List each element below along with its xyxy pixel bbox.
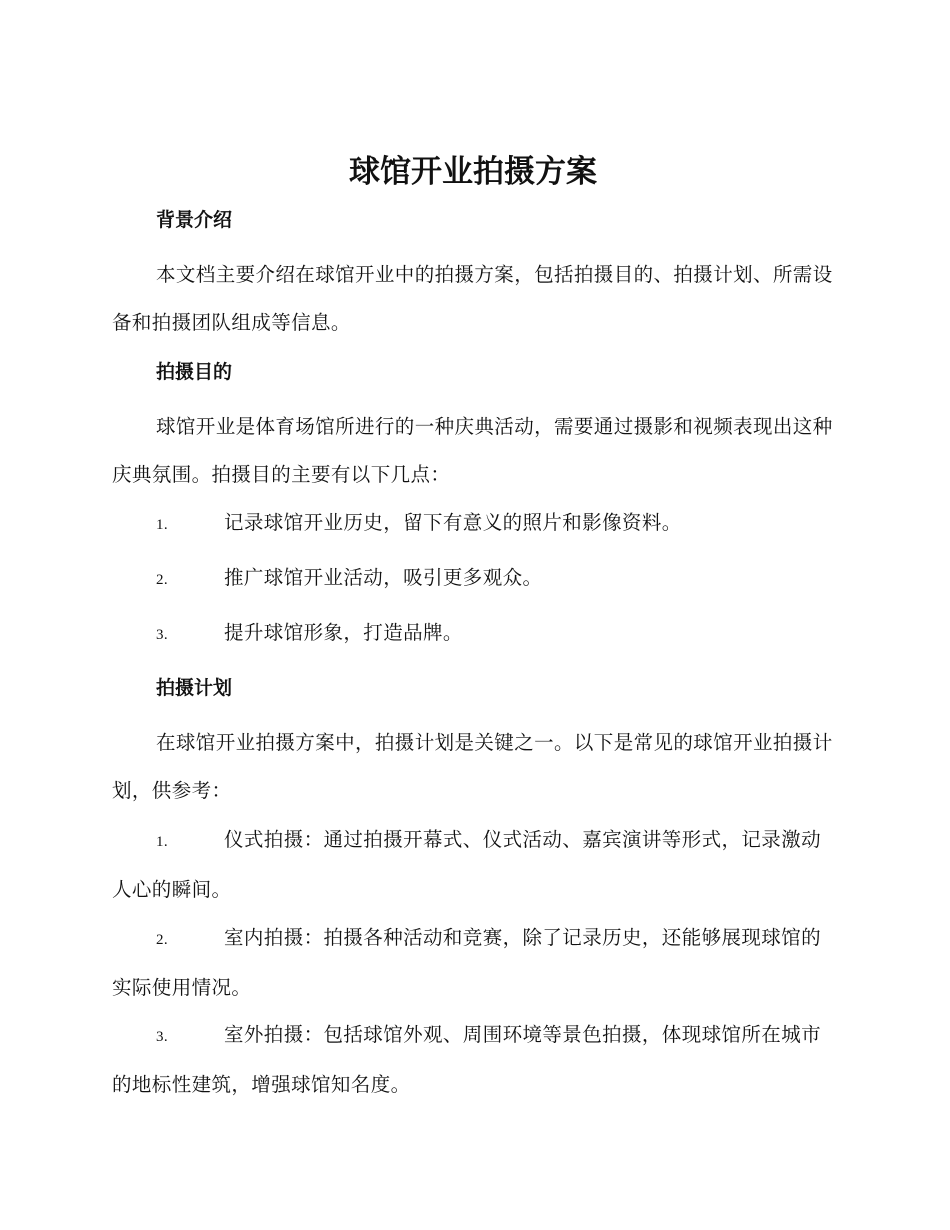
list-item-number: 2.	[156, 932, 169, 948]
list-item-text: 提升球馆形象，打造品牌。	[224, 621, 463, 644]
list-item-text: 仪式拍摄：通过拍摄开幕式、仪式活动、嘉宾演讲等形式，记录激动人心的瞬间。	[112, 828, 822, 901]
list-item	[112, 499, 834, 549]
list-item-number: 1.	[156, 834, 169, 850]
list-item-number: 3.	[156, 1029, 169, 1045]
section-heading-background: 背景介绍	[156, 209, 233, 231]
list-item-number: 2.	[156, 572, 169, 588]
section-paragraph-background: 本文档主要介绍在球馆开业中的拍摄方案，包括拍摄目的、拍摄计划、所需设备和拍摄团队组成等信息。	[112, 263, 833, 334]
list-item-text: 记录球馆开业历史，留下有意义的照片和影像资料。	[224, 511, 682, 534]
list-item	[112, 914, 834, 1012]
list-item-text: 推广球馆开业活动，吸引更多观众。	[224, 566, 543, 589]
list-item-number: 1.	[156, 517, 169, 533]
list-item-text: 室内拍摄：拍摄各种活动和竞赛，除了记录历史，还能够展现球馆的实际使用情况。	[112, 926, 822, 999]
list-item-text: 室外拍摄：包括球馆外观、周围环境等景色拍摄，体现球馆所在城市的地标性建筑，增强球馆知名度。	[112, 1023, 822, 1096]
list-item	[112, 816, 834, 914]
list-item	[112, 609, 834, 659]
list-item	[112, 1011, 834, 1109]
document-title: 球馆开业拍摄方案	[349, 154, 597, 190]
list-item-number: 3.	[156, 627, 169, 643]
section-paragraph-plan: 在球馆开业拍摄方案中，拍摄计划是关键之一。以下是常见的球馆开业拍摄计划，供参考：	[112, 731, 833, 802]
list-item	[112, 554, 834, 604]
section-heading-purpose: 拍摄目的	[156, 361, 233, 383]
section-heading-plan: 拍摄计划	[156, 677, 233, 699]
section-paragraph-purpose: 球馆开业是体育场馆所进行的一种庆典活动，需要通过摄影和视频表现出这种庆典氛围。拍摄目的主要有以下几点：	[112, 415, 833, 486]
